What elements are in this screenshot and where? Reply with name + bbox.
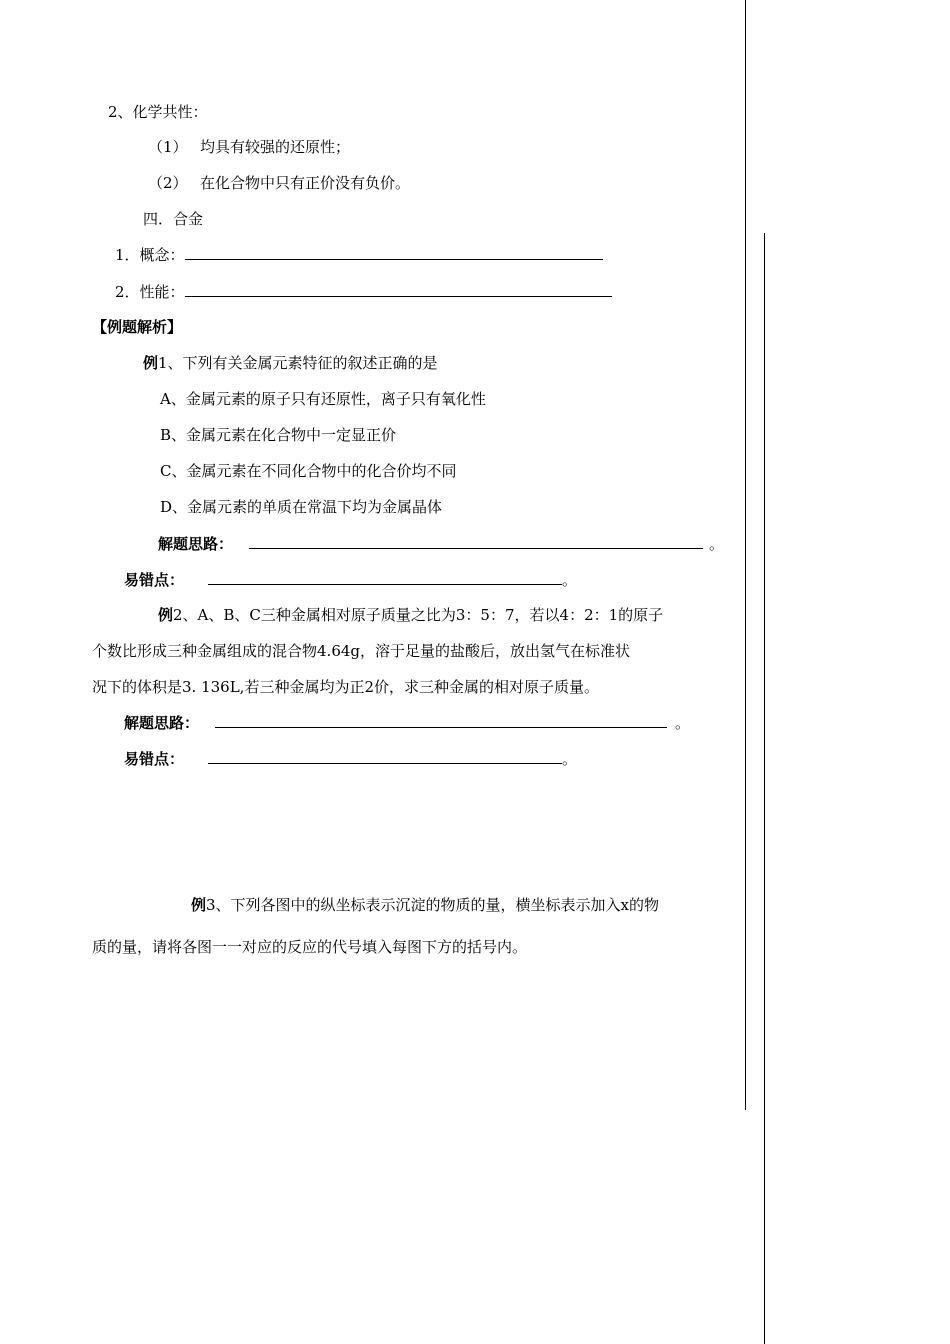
ex1-error-blank[interactable]: [208, 570, 562, 585]
ex2-error-blank[interactable]: [208, 749, 562, 764]
ex1-idea-blank[interactable]: [249, 534, 703, 549]
ex2-idea-label: 解题思路：: [124, 714, 200, 732]
ex1-idea-label: 解题思路：: [158, 535, 234, 553]
ex1-option-d: D、金属元素的单质在常温下均为金属晶体: [160, 498, 443, 516]
ex1-option-b: B、金属元素在化合物中一定显正价: [160, 426, 397, 444]
ex2-idea-row: [124, 713, 690, 733]
ex1-option-c: C、金属元素在不同化合物中的化合价均不同: [160, 462, 457, 480]
alloy-concept-label: 1．概念：: [115, 246, 185, 264]
ex2-line1-text: 2、A、B、C三种金属相对原子质量之比为3：5：7，若以4：2：1的原子: [173, 606, 664, 624]
ex2-line2: 个数比形成三种金属组成的混合物4.64g，溶于足量的盐酸后，放出氢气在标准状: [92, 642, 631, 660]
page-border-line-inner: [764, 233, 765, 1344]
section2-item1-text: 均具有较强的还原性；: [200, 138, 351, 156]
ex1-error-end: 。: [562, 571, 578, 589]
ex2-idea-end: 。: [675, 714, 691, 732]
ex3-line2: 质的量，请将各图一一对应的反应的代号填入每图下方的括号内。: [92, 938, 528, 956]
ex1-error-row: [124, 570, 577, 590]
ex1-option-a: A、金属元素的原子只有还原性，离子只有氧化性: [160, 390, 486, 408]
ex1-label: 例: [143, 354, 159, 372]
ex3-line1: [191, 895, 659, 915]
ex3-label: 例: [191, 896, 207, 914]
ex1-idea-row: [158, 534, 724, 554]
alloy-property-label: 2．性能：: [115, 283, 185, 301]
ex2-line3: 况下的体积是3. 136L,若三种金属均为正2价，求三种金属的相对原子质量。: [92, 678, 599, 696]
ex3-line1-text: 3、下列各图中的纵坐标表示沉淀的物质的量，横坐标表示加入x的物: [206, 896, 660, 914]
alloy-property-row: [115, 282, 612, 302]
alloy-heading: 四．合金: [143, 210, 204, 228]
section2-title: 2、化学共性：: [108, 103, 208, 121]
page-border-line-outer: [745, 0, 746, 1110]
ex2-line1: [158, 605, 663, 625]
ex1-error-label: 易错点：: [124, 571, 185, 589]
ex2-error-end: 。: [562, 750, 578, 768]
ex2-label: 例: [158, 606, 174, 624]
ex1-idea-end: 。: [709, 535, 725, 553]
ex2-idea-blank[interactable]: [215, 713, 667, 728]
ex1-text: 1、下列有关金属元素特征的叙述正确的是: [158, 354, 438, 372]
ex2-error-row: [124, 749, 577, 769]
alloy-property-blank[interactable]: [185, 282, 612, 297]
examples-heading: 【例题解析】: [92, 318, 183, 336]
alloy-concept-row: [115, 245, 603, 265]
ex1-question: [143, 353, 438, 373]
alloy-concept-blank[interactable]: [185, 245, 603, 260]
ex2-error-label: 易错点：: [124, 750, 185, 768]
section2-item2-text: 在化合物中只有正价没有负价。: [200, 174, 411, 192]
section2-item2-num: （2）: [148, 174, 188, 192]
section2-item1-num: （1）: [148, 138, 188, 156]
